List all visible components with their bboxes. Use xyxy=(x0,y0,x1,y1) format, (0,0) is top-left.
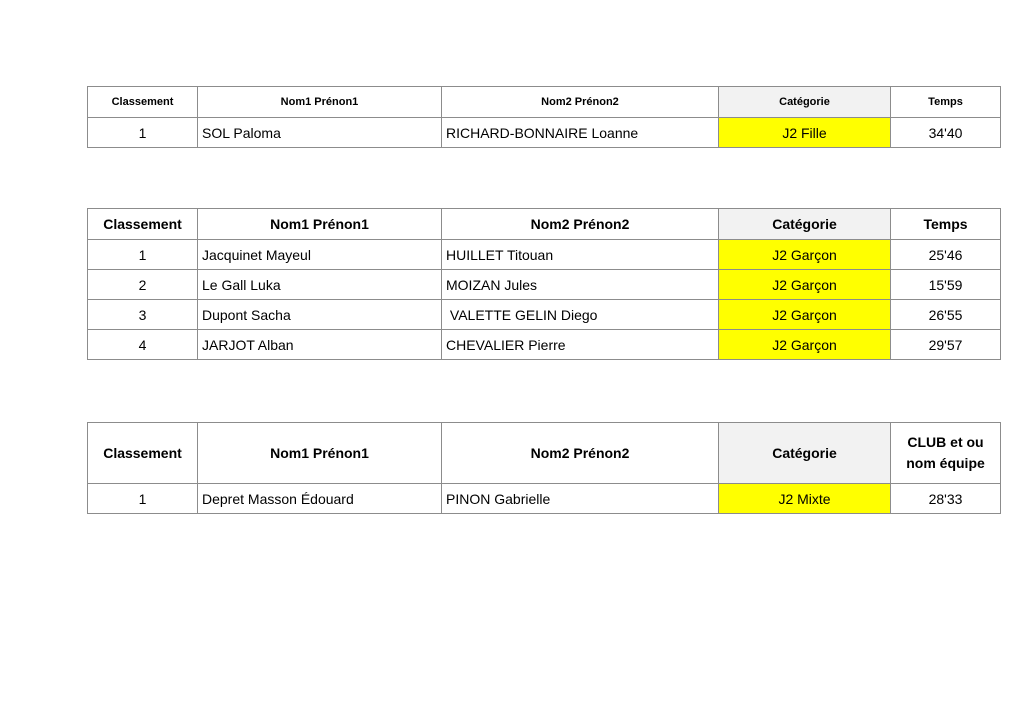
category-cell: J2 Garçon xyxy=(719,300,891,330)
category-cell: J2 Garçon xyxy=(719,330,891,360)
header-category: Catégorie xyxy=(719,87,891,118)
header-category: Catégorie xyxy=(719,209,891,240)
rank-cell: 1 xyxy=(88,484,198,514)
header-row xyxy=(88,87,1001,118)
table-row xyxy=(88,484,1001,514)
name2-cell: VALETTE GELIN Diego xyxy=(442,300,719,330)
time-cell: 34'40 xyxy=(891,118,1001,148)
results-table-mixte xyxy=(87,422,1001,514)
header-category: Catégorie xyxy=(719,423,891,484)
header-rank: Classement xyxy=(88,209,198,240)
category-cell: J2 Mixte xyxy=(719,484,891,514)
name2-cell: RICHARD-BONNAIRE Loanne xyxy=(442,118,719,148)
header-club: CLUB et ou nom équipe xyxy=(891,423,1001,484)
results-table-fille xyxy=(87,86,1001,148)
rank-cell: 1 xyxy=(88,240,198,270)
header-rank: Classement xyxy=(88,423,198,484)
category-cell: J2 Garçon xyxy=(719,270,891,300)
table-row xyxy=(88,118,1001,148)
results-table-garcon xyxy=(87,208,1001,360)
header-name1: Nom1 Prénon1 xyxy=(198,87,442,118)
header-row xyxy=(88,423,1001,484)
name1-cell: SOL Paloma xyxy=(198,118,442,148)
category-cell: J2 Garçon xyxy=(719,240,891,270)
table-row xyxy=(88,300,1001,330)
header-name2: Nom2 Prénon2 xyxy=(442,87,719,118)
rank-cell: 4 xyxy=(88,330,198,360)
header-name2: Nom2 Prénon2 xyxy=(442,423,719,484)
time-cell: 25'46 xyxy=(891,240,1001,270)
name1-cell: Dupont Sacha xyxy=(198,300,442,330)
header-time: Temps xyxy=(891,209,1001,240)
name2-cell: MOIZAN Jules xyxy=(442,270,719,300)
rank-cell: 2 xyxy=(88,270,198,300)
name2-cell: HUILLET Titouan xyxy=(442,240,719,270)
time-cell: 15'59 xyxy=(891,270,1001,300)
time-cell: 28'33 xyxy=(891,484,1001,514)
rank-cell: 3 xyxy=(88,300,198,330)
header-row xyxy=(88,209,1001,240)
table-row xyxy=(88,270,1001,300)
time-cell: 29'57 xyxy=(891,330,1001,360)
name1-cell: Le Gall Luka xyxy=(198,270,442,300)
name2-cell: PINON Gabrielle xyxy=(442,484,719,514)
header-name2: Nom2 Prénon2 xyxy=(442,209,719,240)
rank-cell: 1 xyxy=(88,118,198,148)
table-row xyxy=(88,330,1001,360)
name2-cell: CHEVALIER Pierre xyxy=(442,330,719,360)
name1-cell: Jacquinet Mayeul xyxy=(198,240,442,270)
header-rank: Classement xyxy=(88,87,198,118)
time-cell: 26'55 xyxy=(891,300,1001,330)
header-name1: Nom1 Prénon1 xyxy=(198,423,442,484)
name1-cell: Depret Masson Édouard xyxy=(198,484,442,514)
category-cell: J2 Fille xyxy=(719,118,891,148)
header-name1: Nom1 Prénon1 xyxy=(198,209,442,240)
table-row xyxy=(88,240,1001,270)
header-time: Temps xyxy=(891,87,1001,118)
name1-cell: JARJOT Alban xyxy=(198,330,442,360)
